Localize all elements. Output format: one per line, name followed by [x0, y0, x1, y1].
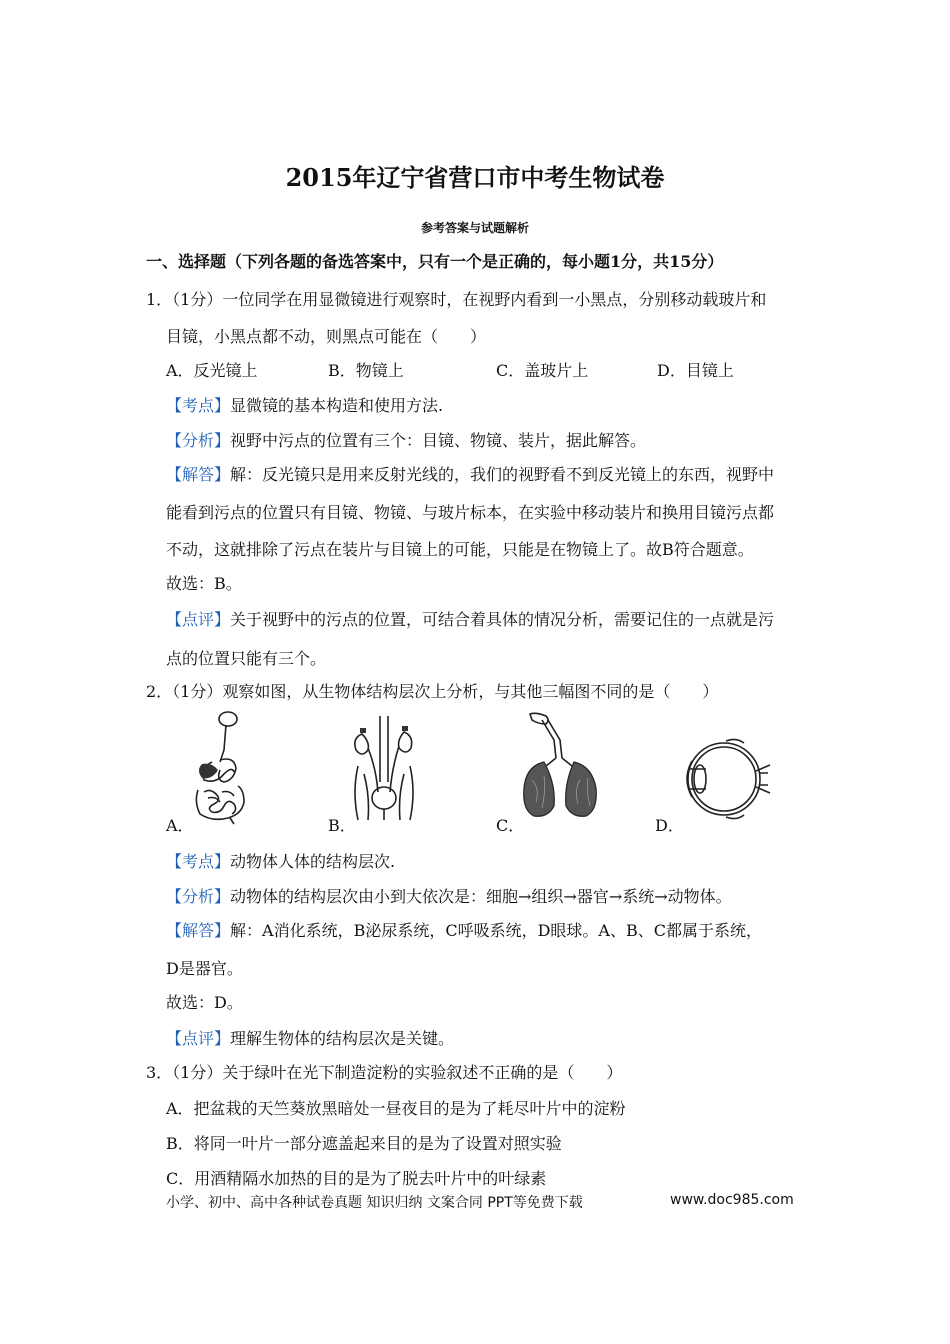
- q2-option-b: B．: [328, 816, 356, 835]
- q1-dianping-line1: 关于视野中的污点的位置，可结合着具体的情况分析，需要记住的一点就是污: [230, 610, 775, 629]
- q2-option-c: C．: [496, 816, 525, 835]
- q1-kaodian-text: 显微镜的基本构造和使用方法.: [230, 396, 444, 415]
- q2-stem: 2．（1分）观察如图，从生物体结构层次上分析，与其他三幅图不同的是（ ）: [146, 682, 719, 701]
- q1-dianping-tag: 【点评】: [166, 610, 231, 629]
- q2-option-d: D．: [655, 816, 684, 835]
- q3-option-b: B．将同一叶片一部分遮盖起来目的是为了设置对照实验: [166, 1134, 562, 1153]
- q1-stem-line2: 目镜，小黑点都不动，则黑点可能在（ ）: [166, 327, 487, 346]
- q2-kaodian-text: 动物体人体的结构层次.: [230, 852, 396, 871]
- q1-dianping-line2: 点的位置只能有三个。: [166, 649, 327, 668]
- q2-dianping-text: 理解生物体的结构层次是关键。: [230, 1029, 455, 1048]
- footer-url[interactable]: www.doc985.com: [670, 1192, 794, 1208]
- q1-dianping: [166, 607, 774, 630]
- q1-option-a: A．反光镜上: [166, 361, 258, 380]
- digestive-system-figure: [190, 710, 260, 825]
- q3-stem: 3．（1分）关于绿叶在光下制造淀粉的实验叙述不正确的是（ ）: [146, 1063, 623, 1082]
- q2-fenxi-tag: 【分析】: [166, 887, 231, 906]
- q2-fenxi-text: 动物体的结构层次由小到大依次是：细胞→组织→器官→系统→动物体。: [230, 887, 732, 906]
- q2-jieda-line2: D是器官。: [166, 959, 243, 978]
- q1-jieda: [166, 462, 774, 485]
- eyeball-figure: [678, 735, 772, 823]
- q1-fenxi: [166, 428, 646, 451]
- q1-stem-line1: 1．（1分）一位同学在用显微镜进行观察时，在视野内看到一小黑点，分别移动载玻片和: [146, 290, 767, 309]
- page-title: 2015年辽宁省营口市中考生物试卷: [285, 163, 665, 192]
- q1-fenxi-text: 视野中污点的位置有三个：目镜、物镜、装片，据此解答。: [230, 431, 647, 450]
- q2-option-a: A．: [166, 816, 194, 835]
- q2-fenxi: [166, 884, 732, 907]
- q1-jieda-line2: 能看到污点的位置只有目镜、物镜、与玻片标本，在实验中移动装片和换用目镜污点都: [166, 503, 775, 522]
- q2-jieda: [166, 918, 762, 941]
- q3-option-a: A．把盆栽的天竺葵放黑暗处一昼夜目的是为了耗尽叶片中的淀粉: [166, 1099, 626, 1118]
- q1-kaodian: [166, 393, 443, 416]
- q2-answer: 故选：D。: [166, 993, 243, 1012]
- q1-option-d: D．目镜上: [657, 361, 734, 380]
- q1-fenxi-tag: 【分析】: [166, 431, 231, 450]
- q1-jieda-line3: 不动，这就排除了污点在装片与目镜上的可能，只能是在物镜上了。故B符合题意。: [166, 540, 754, 559]
- page-subtitle: 参考答案与试题解析: [420, 221, 529, 235]
- q2-dianping: [166, 1026, 454, 1049]
- q1-kaodian-tag: 【考点】: [166, 396, 231, 415]
- q2-jieda-tag: 【解答】: [166, 921, 231, 940]
- q2-dianping-tag: 【点评】: [166, 1029, 231, 1048]
- q3-option-c: C．用酒精隔水加热的目的是为了脱去叶片中的叶绿素: [166, 1169, 547, 1188]
- q2-kaodian-tag: 【考点】: [166, 852, 231, 871]
- q2-kaodian: [166, 849, 395, 872]
- q1-option-c: C．盖玻片上: [496, 361, 589, 380]
- section-heading: 一、选择题（下列各题的备选答案中，只有一个是正确的，每小题1分，共15分）: [146, 252, 724, 271]
- urinary-system-figure: [348, 712, 420, 824]
- respiratory-system-figure: [516, 710, 606, 825]
- q1-answer: 故选：B。: [166, 574, 242, 593]
- q1-jieda-tag: 【解答】: [166, 465, 231, 484]
- q1-jieda-line1: 解：反光镜只是用来反射光线的，我们的视野看不到反光镜上的东西，视野中: [230, 465, 775, 484]
- footer-note: 小学、初中、高中各种试卷真题 知识归纳 文案合同 PPT等免费下载: [166, 1195, 583, 1211]
- q1-option-b: B．物镜上: [328, 361, 404, 380]
- q2-jieda-line1: 解：A消化系统，B泌尿系统，C呼吸系统，D眼球。A、B、C都属于系统，: [230, 921, 762, 940]
